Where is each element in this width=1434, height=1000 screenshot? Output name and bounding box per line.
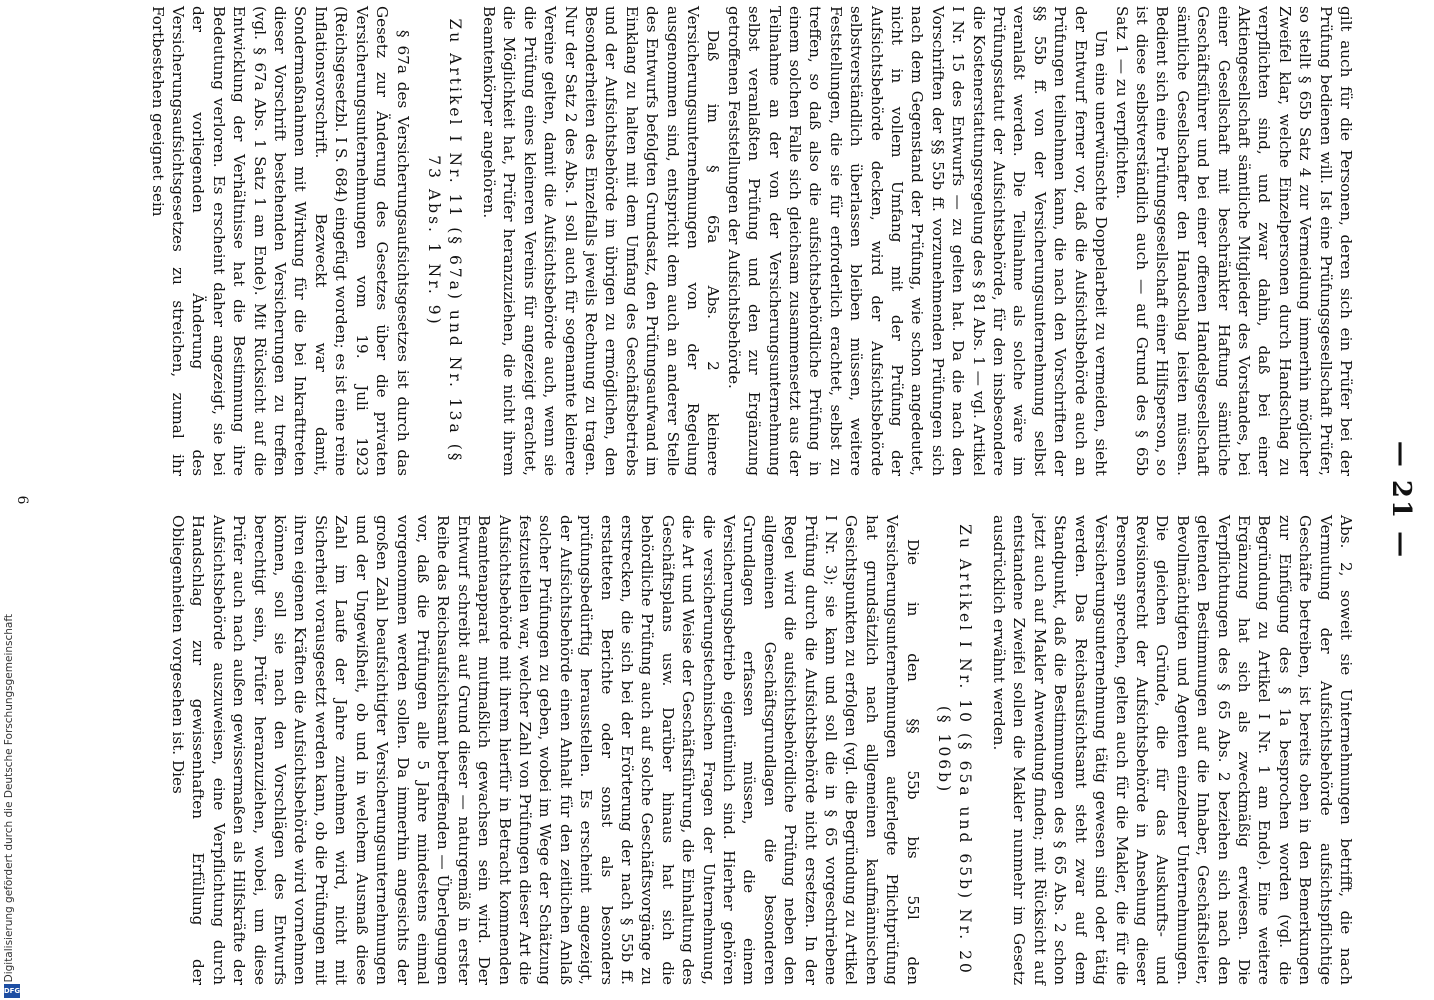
signature-mark: 6 [14,495,30,505]
column-right [168,515,1356,985]
paragraph: Die in den §§ 55b bis 55l den Versicherungsunternehmungen auferlegte Pflichtprüfung hat grundsätzlich nach allgemeinen kaufmännischen Gesichtspunkten zu erfolgen (vgl. die Begründung zu Artikel I Nr. 3); sie kann und soll die in § 65 vorgeschriebene Prüfung durch die Aufsichtsbehörde nicht ersetzen. In der Regel wird die aufsichtsbehördliche Prüfung neben den allgemeinen Geschäftsgrundlagen die besonderen Grundlagen erfassen müssen, die einem Versicherungsbetrieb eigentümlich sind. Hierher gehören die versicherungstechnischen Fragen der Unternehmung, die Art und Weise der Geschäftsführung, die Einhaltung des Geschäftsplans usw. Darüber hinaus hat sich die behördliche Prüfung auch auf solche Geschäftsvorgänge zu erstrecken, die sich bei der Erörterung der nach § 55b ff. erstatteten Berichte oder sonst als besonders prüfungsbedürftig herausstellen. Es erscheint angezeigt, der Aufsichtsbehörde einen Anhalt für den zeitlichen Anlaß solcher Prüfungen zu geben, wobei im Wege der Schätzung festzustellen war, welcher Zahl von Prüfungen dieser Art die Aufsichtsbehörde mit ihrem hierfür in Betracht kommenden Beamtenapparat mutmaßlich gewachsen sein wird. Der Entwurf schreibt auf Grund dieser — naturgemäß in erster Reihe das Reichsaufsichtsamt betreffenden — Überlegungen vor, daß die Prüfungen alle 5 Jahre mindestens einmal vorgenommen werden sollen. Da immerhin angesichts der großen Zahl beaufsichtigter Versicherungsunternehmungen und der Ungewißheit, ob und in welchem Ausmaß diese Zahl im Laufe der Jahre zunehmen wird, nicht mit Sicherheit vorausgesetzt werden kann, ob die Prüfungen mit ihren eigenen Kräften die Aufsichtsbehörde wird vornehmen können, soll sie nach den Vorschlägen des Entwurfs berechtigt sein, Prüfer heranzuziehen, wobei, um diese Prüfer auch nach außen gewissermaßen als Hilfskräfte der Aufsichtsbehörde auszuweisen, eine Verpflichtung durch Handschlag zur gewissenhaften Erfüllung der Obliegenheiten vorgesehen ist. Dies [169,515,922,985]
paragraph: gilt auch für die Personen, deren sich ein Prüfer bei der Prüfung bedienen will. Ist eine Prüfungsgesellschaft Prüfer, so stellt § 65b Satz 4 zur Vermeidung immerhin möglicher Zweifel klar, welche Einzelpersonen durch Handschlag zu verpflichten sind, und zwar dahin, daß bei einer Aktiengesellschaft sämtliche Mitglieder des Vorstandes, bei einer Gesellschaft mit beschränkter Haftung sämtliche Geschäftsführer und bei einer offenen Handelsgesellschaft sämtliche Gesellschafter den Handschlag leisten müssen. Bedient sich eine Prüfungsgesellschaft einer Hilfsperson, so ist diese selbstverständlich auch — auf Grund des § 65b Satz 1 — zu verpflichten. [1112,6,1355,476]
section-heading: Zu Artikel I Nr. 11 (§ 67a) und Nr. 13a (§ 73 Abs. 1 Nr. 9) [424,18,464,464]
paragraph: § 67a des Versicherungsaufsichtsgesetzes ist durch das Gesetz zur Änderung des Gesetzes über die privaten Versicherungsunternehmungen vom 19. Juli 1923 (Reichsgesetzbl. I S. 684) eingefügt worden; es ist eine reine Inflationsvorschrift. Bezweckt war damit, Sondermaßnahmen mit Wirkung für die bei Inkrafttreten dieser Vorschrift bestehenden Versicherungen zu treffen (vgl. § 67a Abs. 1 Satz 1 am Ende). Mit Rücksicht auf die Entwicklung der Verhältnisse hat die Bestimmung ihre Bedeutung verloren. Es erscheint daher angezeigt, sie bei der vorliegenden Änderung des Versicherungsaufsichtsgesetzes zu streichen, zumal ihr Fortbestehen geeignet sein [148,6,412,476]
section-heading: Zu Artikel I Nr. 10 (§ 65a und 65b) Nr. 20 (§ 106b) [934,524,974,976]
digitization-credit [0,0,30,1000]
credit-text: Digitalisierung gefördert durch die Deutsche Forschungsgemeinschaft [3,613,15,982]
paragraph: Abs. 2, soweit sie Unternehmungen betrifft, die nach Vermutung der Aufsichtsbehörde aufsichtspflichtige Geschäfte betreiben, ist bereits oben in den Bemerkungen zur Einfügung des § 1a besprochen worden (vgl. die Begründung zu Artikel I Nr. 1 am Ende). Eine weitere Ergänzung hat sich als zweckmäßig erwiesen. Die Verpflichtungen des § 65 Abs. 2 beziehen sich nach den geltenden Bestimmungen auf die Inhaber, Geschäftsleiter, Bevollmächtigten und Agenten einzelner Unternehmungen. Die gleichen Gründe, die für das Auskunfts- und Revisionsrecht der Aufsichtsbehörde in Ansehung dieser Personen sprechen, gelten auch für die Makler, die für die Versicherungsunternehmung tätig gewesen sind oder tätig werden. Das Reichsaufsichtsamt steht zwar auf dem Standpunkt, daß die Bestimmungen des § 65 Abs. 2 schon jetzt auch auf Makler Anwendung finden; mit Rücksicht auf entstandene Zweifel sollen die Makler nunmehr im Gesetz ausdrücklich erwähnt werden. [990,515,1355,985]
dfg-logo-icon: DFG [4,984,20,998]
paragraph: Um eine unerwünschte Doppelarbeit zu vermeiden, sieht der Entwurf ferner vor, daß die Aufsichtsbehörde auch an Prüfungen teilnehmen kann, die nach den Vorschriften der §§ 55b ff. von der Versicherungsunternehmung selbst veranlaßt werden. Die Teilnahme als solche wäre im Prüfungsstatut der Aufsichtsbehörde, für den insbesondere die Kostenerstattungsregelung des § 81 Abs. 1 — vgl. Artikel I Nr. 15 des Entwurfs — zu gelten hat. Da die nach den Vorschriften der §§ 55b ff. vorzunehmenden Prüfungen sich nach dem Gegenstand der Prüfung, wie schon angedeutet, nicht in vollem Umfang mit der Prüfung der Aufsichtsbehörde decken, wird der Aufsichtsbehörde selbstverständlich überlassen bleiben müssen, weitere Feststellungen, die sie für erforderlich erachtet, selbst zu treffen, so daß also die aufsichtsbehördliche Prüfung in einem solchen Falle sich gleichsam zusammensetzt aus der Teilnahme an der von der Versicherungsunternehmung selbst veranlaßten Prüfung und den zur Ergänzung getroffenen Feststellungen der Aufsichtsbehörde. [724,6,1111,476]
column-left [147,6,1356,476]
paragraph: Daß im § 65a Abs. 2 kleinere Versicherungsunternehmungen von der Regelung ausgenommen sind, entspricht dem auch an anderer Stelle des Entwurfs befolgten Grundsatz, den Prüfungsaufwand im Einklang zu halten mit dem Umfang des Geschäftsbetriebs und der Aufsichtsbehörde im übrigen zu ermöglichen, den Besonderheiten des Einzelfalls jeweils Rechnung zu tragen. Nur der Satz 2 des Abs. 1 soll auch für sogenannte kleinere Vereine gelten, damit die Aufsichtsbehörde auch, wenn sie die Prüfung eines kleineren Vereins für angezeigt erachtet, die Möglichkeit hat, Prüfer heranzuziehen, die nicht ihrem Beamtenkörper angehören. [479,6,723,476]
page-number: — 21 — [1386,440,1416,560]
